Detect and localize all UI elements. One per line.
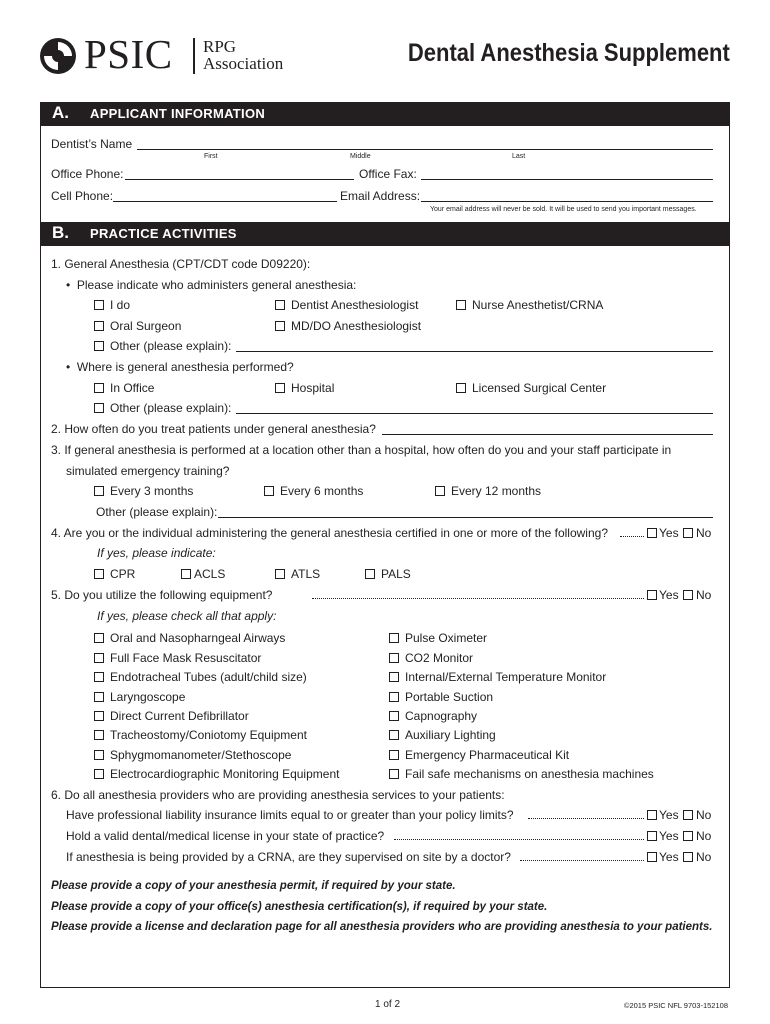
dentist-name-label: Dentist’s Name [51,137,133,151]
checkbox-box[interactable] [94,711,104,721]
checkbox-nurse-anesthetist[interactable]: Nurse Anesthetist/CRNA [456,298,603,312]
checkbox-box[interactable] [647,852,657,862]
q6a-text: Have professional liability insurance limits equal to or greater than your policy limits? [66,808,514,822]
checkbox-box[interactable] [435,486,445,496]
brand-divider [193,38,195,74]
footer-code: ©2015 PSIC NFL 9703-152108 [623,1001,728,1010]
checkbox-box[interactable] [647,810,657,820]
checkbox-box[interactable] [389,769,399,779]
email-field[interactable] [421,201,713,202]
checkbox-box[interactable] [683,528,693,538]
checkbox-box[interactable] [94,653,104,663]
note-license-declaration: Please provide a license and declaration page for all anesthesia providers who are providing anesthesia to your patients. [51,921,713,933]
checkbox-box[interactable] [389,633,399,643]
email-note: Your email address will never be sold. It will be used to send you important messages. [430,206,697,213]
checkbox-md-do-anesthesiologist[interactable]: MD/DO Anesthesiologist [275,319,421,333]
checkbox-box[interactable] [456,383,466,393]
checkbox-q1b-other[interactable]: Other (please explain): [94,401,231,415]
q2-text: 2. How often do you treat patients under general anesthesia? [51,422,376,436]
middle-label: Middle [350,153,371,160]
checkbox-box[interactable] [683,810,693,820]
q4-subtext: If yes, please indicate: [97,546,216,560]
equip-laryngoscope[interactable]: Laryngoscope [94,690,185,704]
checkbox-box[interactable] [647,528,657,538]
rpg-line1: RPG [203,37,237,56]
checkbox-q1a-other[interactable]: Other (please explain): [94,339,231,353]
checkbox-every-3-months[interactable]: Every 3 months [94,484,193,498]
checkbox-box[interactable] [94,692,104,702]
checkbox-box[interactable] [94,486,104,496]
checkbox-box[interactable] [647,831,657,841]
q1b-text: • Where is general anesthesia performed? [66,360,294,374]
q6a-no[interactable]: No [683,808,711,822]
equip-endotracheal-tubes[interactable]: Endotracheal Tubes (adult/child size) [94,670,307,684]
q6c-leader [520,860,644,861]
checkbox-box[interactable] [389,692,399,702]
q6b-text: Hold a valid dental/medical license in your state of practice? [66,829,385,843]
q1a-other-field[interactable] [236,351,713,352]
checkbox-oral-surgeon[interactable]: Oral Surgeon [94,319,181,333]
q6a-leader [528,818,644,819]
checkbox-box[interactable] [94,730,104,740]
q4-leader [620,536,644,537]
checkbox-box[interactable] [94,341,104,351]
q4-text: 4. Are you or the individual administering the general anesthesia certified in one or more of the following? [51,526,608,540]
checkbox-box[interactable] [683,590,693,600]
checkbox-box[interactable] [275,321,285,331]
checkbox-pals[interactable]: PALS [365,567,411,581]
q6b-yes[interactable]: Yes [647,829,679,843]
checkbox-box[interactable] [94,300,104,310]
equip-tracheostomy[interactable]: Tracheostomy/Coniotomy Equipment [94,728,307,742]
cell-phone-label: Cell Phone: [51,189,114,203]
q6-text: 6. Do all anesthesia providers who are providing anesthesia services to your patients: [51,788,505,802]
equip-fail-safe-mechanisms[interactable]: Fail safe mechanisms on anesthesia machines [389,767,654,781]
equip-auxiliary-lighting[interactable]: Auxiliary Lighting [389,728,496,742]
equip-pulse-oximeter[interactable]: Pulse Oximeter [389,631,487,645]
checkbox-box[interactable] [389,672,399,682]
checkbox-box[interactable] [683,852,693,862]
checkbox-box[interactable] [389,653,399,663]
checkbox-box[interactable] [94,403,104,413]
checkbox-box[interactable] [181,569,191,579]
q4-yes[interactable]: Yes [647,526,679,540]
checkbox-every-12-months[interactable]: Every 12 months [435,484,541,498]
page-number: 1 of 2 [375,999,401,1010]
last-label: Last [512,153,526,160]
office-phone-field[interactable] [125,179,354,180]
checkbox-licensed-surgical-center[interactable]: Licensed Surgical Center [456,381,606,395]
q5-text: 5. Do you utilize the following equipment? [51,588,273,602]
q6c-text: If anesthesia is being provided by a CRNA, are they supervised on site by a doctor? [66,850,511,864]
section-a-letter: A. [52,103,69,122]
note-office-certification: Please provide a copy of your office(s) anesthesia certification(s), if required by your state. [51,901,548,913]
q6b-leader [394,839,644,840]
equip-sphygmomanometer[interactable]: Sphygmomanometer/Stethoscope [94,748,291,762]
cell-phone-field[interactable] [113,201,337,202]
checkbox-box[interactable] [389,750,399,760]
checkbox-box[interactable] [389,711,399,721]
checkbox-box[interactable] [683,831,693,841]
checkbox-box[interactable] [264,486,274,496]
checkbox-box[interactable] [94,569,104,579]
equip-temperature-monitor[interactable]: Internal/External Temperature Monitor [389,670,606,684]
page-title: Dental Anesthesia Supplement [408,39,730,67]
section-a-title: APPLICANT INFORMATION [90,106,266,121]
rpg-line2: Association [203,54,284,73]
checkbox-box[interactable] [275,569,285,579]
checkbox-box[interactable] [365,569,375,579]
brand-name: PSIC [84,31,173,77]
q6b-no[interactable]: No [683,829,711,843]
checkbox-atls[interactable]: ATLS [275,567,320,581]
first-label: First [204,153,218,160]
q5-no[interactable]: No [683,588,711,602]
checkbox-in-office[interactable]: In Office [94,381,154,395]
equip-ecg-monitoring[interactable]: Electrocardiographic Monitoring Equipment [94,767,339,781]
equip-portable-suction[interactable]: Portable Suction [389,690,493,704]
checkbox-box[interactable] [94,672,104,682]
office-fax-label: Office Fax: [359,167,417,181]
checkbox-cpr[interactable]: CPR [94,567,135,581]
q1-text: 1. General Anesthesia (CPT/CDT code D09220): [51,257,311,271]
q3-other-label: Other (please explain): [96,505,218,519]
q6c-no[interactable]: No [683,850,711,864]
q3-text-line1: 3. If general anesthesia is performed at a location other than a hospital, how often do you and your staff participate in [51,443,672,457]
checkbox-box[interactable] [94,633,104,643]
checkbox-dentist-anesthesiologist[interactable]: Dentist Anesthesiologist [275,298,418,312]
office-fax-field[interactable] [421,179,713,180]
equip-co2-monitor[interactable]: CO2 Monitor [389,651,473,665]
checkbox-box[interactable] [275,383,285,393]
email-label: Email Address: [340,189,421,203]
q1a-text: • Please indicate who administers general anesthesia: [66,278,357,292]
q3-text-line2: simulated emergency training? [66,464,230,478]
psic-logo [38,36,78,76]
note-anesthesia-permit: Please provide a copy of your anesthesia permit, if required by your state. [51,880,456,892]
checkbox-acls[interactable]: ACLS [181,567,225,581]
q2-field[interactable] [382,434,713,435]
checkbox-i-do[interactable]: I do [94,298,130,312]
checkbox-box[interactable] [94,383,104,393]
equip-oral-nasopharngeal-airways[interactable]: Oral and Nasopharngeal Airways [94,631,285,645]
office-phone-label: Office Phone: [51,167,124,181]
equip-full-face-mask[interactable]: Full Face Mask Resuscitator [94,651,261,665]
checkbox-box[interactable] [647,590,657,600]
checkbox-every-6-months[interactable]: Every 6 months [264,484,363,498]
section-b-letter: B. [52,223,69,242]
equip-emergency-kit[interactable]: Emergency Pharmaceutical Kit [389,748,569,762]
q5-leader [312,598,644,599]
q6a-yes[interactable]: Yes [647,808,679,822]
q3-other-field[interactable] [218,517,713,518]
checkbox-box[interactable] [389,730,399,740]
checkbox-box[interactable] [275,300,285,310]
psic-logo-icon [38,36,78,76]
dentist-name-field[interactable] [137,149,713,150]
checkbox-box[interactable] [456,300,466,310]
q6c-yes[interactable]: Yes [647,850,679,864]
checkbox-hospital[interactable]: Hospital [275,381,334,395]
q1b-other-field[interactable] [236,413,713,414]
q5-subtext: If yes, please check all that apply: [97,609,277,623]
checkbox-box[interactable] [94,750,104,760]
equip-defibrillator[interactable]: Direct Current Defibrillator [94,709,249,723]
checkbox-box[interactable] [94,321,104,331]
section-b-header [40,222,730,246]
section-a-header [40,102,730,126]
equip-capnography[interactable]: Capnography [389,709,477,723]
checkbox-box[interactable] [94,769,104,779]
section-b-title: PRACTICE ACTIVITIES [90,226,237,241]
q5-yes[interactable]: Yes [647,588,679,602]
q4-no[interactable]: No [683,526,711,540]
